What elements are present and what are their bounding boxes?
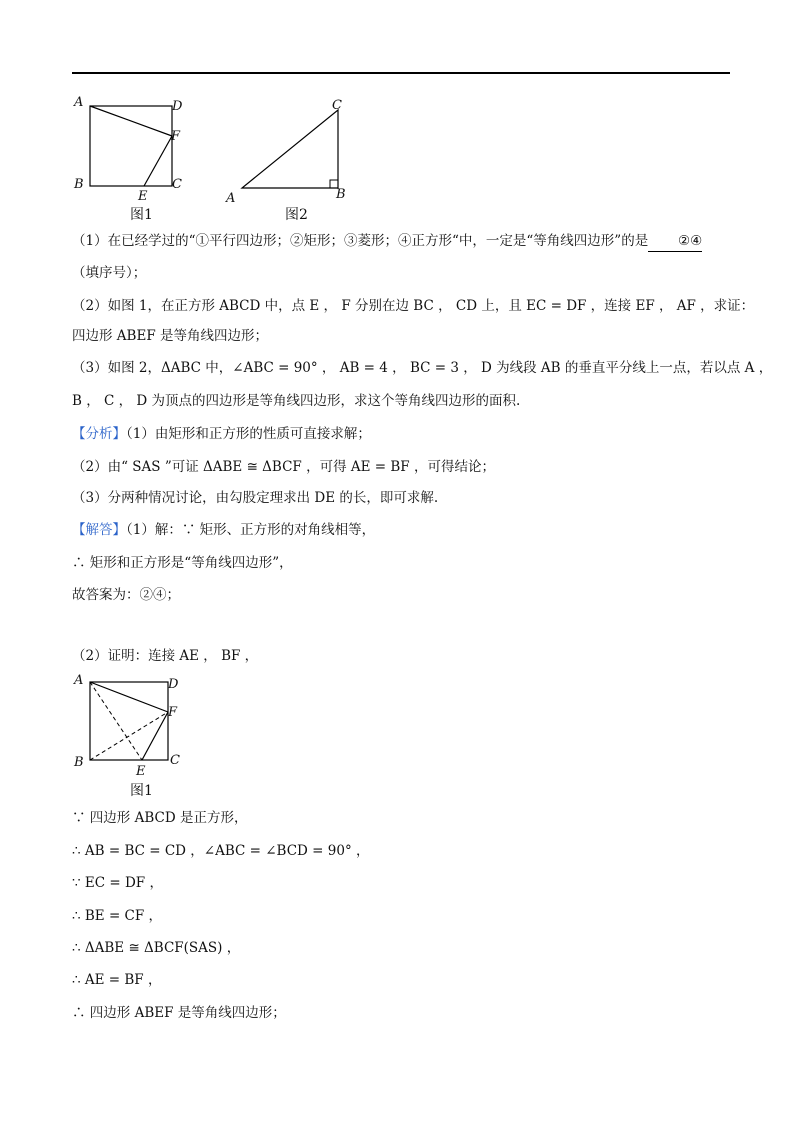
figure-2-caption: 图2 [285,207,308,223]
figure-1-proof [68,668,198,780]
proof-step-4: ∴ BE = CF ， [72,908,163,924]
proof-step-5: ∴ ΔABE ≅ ΔBCF(SAS) ， [72,940,241,956]
proof-step-7: ∴ 四边形 ABEF 是等角线四边形； [72,1005,286,1021]
solution-tag: 【解答】 [72,522,126,538]
figure-1-square [68,92,198,204]
answer-blank-1: ②④ [648,231,702,252]
question-3: （3）如图 2，ΔABC 中，∠ABC = 90° ， AB = 4 ， BC = 3 ， D 为线段 AB 的垂直平分线上一点，若以点 A ， [72,360,773,376]
fig1b-label-d: D [168,677,179,692]
fig1-label-e: E [138,189,148,204]
fig2-label-a: A [226,191,236,206]
fig1-label-f: F [171,129,181,144]
fig1b-label-a: A [74,673,84,688]
proof-step-3: ∵ EC = DF ， [72,875,163,891]
fig1-label-c: C [172,177,182,192]
analysis-2: （2）由“ SAS ”可证 ΔABE ≅ ΔBCF ，可得 AE = BF ，可得结论； [72,459,495,475]
question-2: （2）如图 1，在正方形 ABCD 中，点 E ， F 分别在边 BC ， CD 上，且 EC = DF ，连接 EF ， AF ，求证： [72,298,755,314]
proof-step-6: ∴ AE = BF ， [72,972,162,988]
solution-2: ∴ 矩形和正方形是“等角线四边形”， [72,555,293,571]
fig1b-label-e: E [136,764,146,779]
proof-step-1: ∵ 四边形 ABCD 是正方形， [72,810,248,826]
figure-1-caption: 图1 [130,207,153,223]
analysis-tag: 【分析】 [72,426,126,442]
figure-2-triangle [222,96,352,208]
fig1-label-d: D [172,99,183,114]
analysis-1: 【分析】（1）由矩形和正方形的性质可直接求解； [72,426,371,442]
question-1-note: （填序号）； [72,265,147,281]
header-rule [72,72,730,74]
solution-3: 故答案为：②④； [72,587,180,603]
solution-1: 【解答】（1）解：∵ 矩形、正方形的对角线相等， [72,522,376,538]
fig2-label-b: B [336,187,346,202]
proof-intro: （2）证明：连接 AE ， BF ， [72,648,259,664]
fig1-label-b: B [74,177,84,192]
figure-1-proof-caption: 图1 [130,783,153,799]
fig1b-label-f: F [168,705,178,720]
analysis-3: （3）分两种情况讨论，由勾股定理求出 DE 的长，即可求解. [72,490,439,506]
fig1b-label-b: B [74,755,84,770]
fig2-label-c: C [332,98,342,113]
question-1: （1）在已经学过的“①平行四边形；②矩形；③菱形；④正方形“中，一定是“等角线四边形”的是 ②④ [72,231,702,252]
fig1b-label-c: C [170,753,180,768]
proof-step-2: ∴ AB = BC = CD ，∠ABC = ∠BCD = 90° ， [72,843,370,859]
question-3-cont: B ， C ， D 为顶点的四边形是等角线四边形，求这个等角线四边形的面积. [72,393,521,409]
question-2-cont: 四边形 ABEF 是等角线四边形； [72,328,268,344]
fig1-label-a: A [74,95,84,110]
